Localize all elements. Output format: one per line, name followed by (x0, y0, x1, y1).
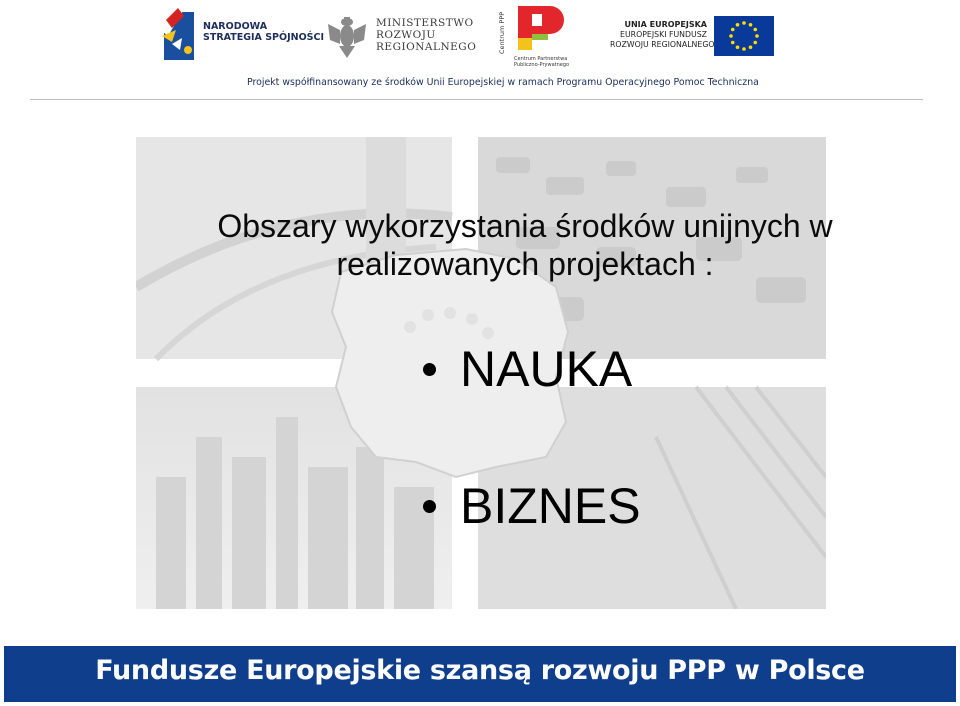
ministry-logo-text (376, 17, 476, 53)
project-cofinancing-line: Projekt współfinansowany ze środków Unii Europejskiej w ramach Programu Operacyjnego Pomoc Techniczna (247, 77, 759, 88)
eu-star-icon (742, 21, 746, 25)
ppp-logo-vertical-text: Centrum PPP (498, 11, 506, 54)
logo-bar (0, 0, 960, 88)
eu-logo-line2: EUROPEJSKI FUNDUSZ (620, 30, 707, 39)
bullet-dot-icon (423, 500, 436, 513)
eu-flag-icon (714, 16, 774, 56)
eu-star-icon (731, 28, 735, 32)
eu-logo-text (610, 20, 715, 50)
slide-title-line2: realizowanych projektach : (336, 246, 714, 282)
eu-star-icon (755, 34, 759, 38)
ppp-p-icon (514, 2, 574, 54)
ppp-logo-subtitle (514, 56, 569, 68)
eu-star-icon (749, 23, 753, 27)
nss-emblem-icon (158, 6, 200, 64)
eu-star-icon (731, 41, 735, 45)
nss-logo (158, 6, 325, 64)
eu-logo (610, 16, 780, 56)
footer-slogan: Fundusze Europejskie szansą rozwoju PPP w Polsce (95, 655, 865, 686)
ppp-logo-sub2: Publiczno-Prywatnego (514, 62, 570, 68)
eu-logo-line3: ROZWOJU REGIONALNEGO (610, 40, 715, 49)
slide-title (175, 207, 875, 283)
eu-stars-icon (714, 16, 774, 56)
eu-star-icon (753, 41, 757, 45)
bullet-text-biznes: BIZNES (460, 478, 641, 534)
header-divider (30, 99, 923, 100)
ppp-logo (498, 2, 578, 72)
nss-logo-text (203, 21, 324, 43)
eu-star-icon (729, 34, 733, 38)
ministry-logo (326, 14, 476, 60)
eu-star-icon (749, 45, 753, 49)
footer-banner (4, 646, 956, 702)
ministry-logo-line1: MINISTERSTWO (376, 17, 474, 29)
ministry-logo-line3: REGIONALNEGO (376, 41, 477, 53)
eu-star-icon (742, 47, 746, 51)
ministry-logo-line2: ROZWOJU (376, 29, 436, 41)
eu-star-icon (736, 23, 740, 27)
eu-star-icon (736, 45, 740, 49)
ppp-logo-sub1: Centrum Partnerstwa (514, 56, 568, 62)
nss-logo-line2: STRATEGIA SPÓJNOŚCI (203, 32, 325, 43)
slide-title-line1: Obszary wykorzystania środków unijnych w (217, 208, 833, 244)
bullet-dot-icon (423, 363, 436, 376)
eagle-emblem-icon (326, 14, 368, 60)
eu-logo-line1: UNIA EUROPEJSKA (624, 20, 707, 29)
bullet-text-nauka: NAUKA (460, 341, 633, 397)
eu-star-icon (753, 28, 757, 32)
nss-logo-line1: NARODOWA (203, 21, 268, 32)
